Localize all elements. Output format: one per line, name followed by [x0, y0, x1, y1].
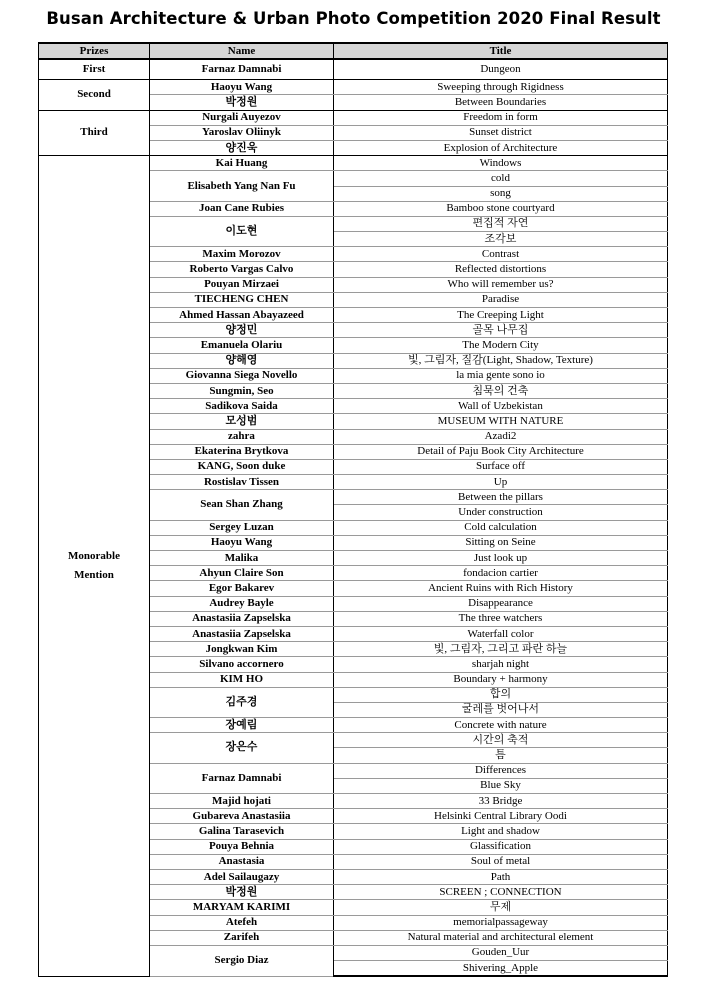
entrant-name: Haoyu Wang: [150, 535, 334, 550]
entrant-name: Atefeh: [150, 915, 334, 930]
work-title: fondacion cartier: [334, 566, 668, 581]
work-title: memorialpassageway: [334, 915, 668, 930]
work-title: Helsinki Central Library Oodi: [334, 809, 668, 824]
entrant-name: Emanuela Olariu: [150, 338, 334, 353]
work-title: Contrast: [334, 247, 668, 262]
entrant-name: Sergey Luzan: [150, 520, 334, 535]
work-title: The Modern City: [334, 338, 668, 353]
table-row: [39, 156, 668, 171]
work-title: 조각보: [334, 232, 668, 247]
work-title: 틈: [334, 748, 668, 763]
entrant-name: Gubareva Anastasiia: [150, 809, 334, 824]
entrant-name: Pouya Behnia: [150, 839, 334, 854]
entrant-name: Adel Sailaugazy: [150, 869, 334, 884]
entrant-name: Farnaz Damnabi: [150, 59, 334, 80]
work-title: cold: [334, 171, 668, 186]
work-title: 빛, 그림자, 질감(Light, Shadow, Texture): [334, 353, 668, 368]
work-title: Wall of Uzbekistan: [334, 399, 668, 414]
entrant-name: KIM HO: [150, 672, 334, 687]
work-title: Waterfall color: [334, 626, 668, 641]
entrant-name: 이도현: [150, 216, 334, 246]
work-title: 빛, 그림자, 그리고 파란 하늘: [334, 642, 668, 657]
prize-label: Mention: [74, 568, 114, 581]
work-title: Under construction: [334, 505, 668, 520]
entrant-name: Elisabeth Yang Nan Fu: [150, 171, 334, 201]
header-row: [39, 43, 668, 59]
work-title: Reflected distortions: [334, 262, 668, 277]
entrant-name: 박정원: [150, 885, 334, 900]
entrant-name: Majid hojati: [150, 794, 334, 809]
entrant-name: Roberto Vargas Calvo: [150, 262, 334, 277]
work-title: Sweeping through Rigidness: [334, 80, 668, 95]
entrant-name: Maxim Morozov: [150, 247, 334, 262]
work-title: 침묵의 건축: [334, 383, 668, 398]
work-title: Shivering_Apple: [334, 961, 668, 977]
work-title: Paradise: [334, 292, 668, 307]
work-title: Between Boundaries: [334, 95, 668, 110]
entrant-name: 양해영: [150, 353, 334, 368]
entrant-name: Anastasia: [150, 854, 334, 869]
entrant-name: Yaroslav Oliinyk: [150, 125, 334, 140]
work-title: Sitting on Seine: [334, 535, 668, 550]
entrant-name: Egor Bakarev: [150, 581, 334, 596]
entrant-name: Sean Shan Zhang: [150, 490, 334, 520]
entrant-name: Silvano accornero: [150, 657, 334, 672]
work-title: Path: [334, 869, 668, 884]
prize-label: Monorable: [68, 549, 120, 562]
column-header-name: Name: [150, 43, 334, 59]
work-title: 골목 나무집: [334, 323, 668, 338]
entrant-name: zahra: [150, 429, 334, 444]
entrant-name: 양정민: [150, 323, 334, 338]
entrant-name: Kai Huang: [150, 156, 334, 171]
entrant-name: Anastasiia Zapselska: [150, 626, 334, 641]
work-title: Azadi2: [334, 429, 668, 444]
entrant-name: Sungmin, Seo: [150, 383, 334, 398]
entrant-name: TIECHENG CHEN: [150, 292, 334, 307]
results-body: [39, 59, 668, 976]
entrant-name: Sergio Diaz: [150, 945, 334, 976]
prize-cell: [39, 59, 150, 80]
prize-cell: [39, 80, 150, 110]
work-title: sharjah night: [334, 657, 668, 672]
entrant-name: Giovanna Siega Novello: [150, 368, 334, 383]
entrant-name: Galina Tarasevich: [150, 824, 334, 839]
entrant-name: KANG, Soon duke: [150, 459, 334, 474]
work-title: Glassification: [334, 839, 668, 854]
work-title: Differences: [334, 763, 668, 778]
table-row: [39, 80, 668, 95]
work-title: Bamboo stone courtyard: [334, 201, 668, 216]
entrant-name: Ahyun Claire Son: [150, 566, 334, 581]
work-title: Between the pillars: [334, 490, 668, 505]
work-title: Surface off: [334, 459, 668, 474]
entrant-name: Ekaterina Brytkova: [150, 444, 334, 459]
entrant-name: Sadikova Saida: [150, 399, 334, 414]
entrant-name: 김주경: [150, 687, 334, 717]
page-title: Busan Architecture & Urban Photo Competition 2020 Final Result: [46, 9, 661, 28]
entrant-name: 장은수: [150, 733, 334, 763]
prize-label: Second: [77, 88, 111, 101]
work-title: 33 Bridge: [334, 794, 668, 809]
work-title: The Creeping Light: [334, 308, 668, 323]
prize-label: First: [82, 63, 106, 76]
work-title: Concrete with nature: [334, 718, 668, 733]
entrant-name: Audrey Bayle: [150, 596, 334, 611]
prize-cell: [39, 156, 150, 977]
entrant-name: Farnaz Damnabi: [150, 763, 334, 793]
work-title: The three watchers: [334, 611, 668, 626]
prize-label: Third: [80, 126, 108, 139]
entrant-name: MARYAM KARIMI: [150, 900, 334, 915]
entrant-name: Rostislav Tissen: [150, 475, 334, 490]
work-title: Detail of Paju Book City Architecture: [334, 444, 668, 459]
work-title: Ancient Ruins with Rich History: [334, 581, 668, 596]
entrant-name: Malika: [150, 551, 334, 566]
work-title: Light and shadow: [334, 824, 668, 839]
work-title: Up: [334, 475, 668, 490]
work-title: Dungeon: [334, 59, 668, 80]
entrant-name: Anastasiia Zapselska: [150, 611, 334, 626]
work-title: SCREEN ; CONNECTION: [334, 885, 668, 900]
work-title: song: [334, 186, 668, 201]
column-header-prizes: Prizes: [39, 43, 150, 59]
work-title: Windows: [334, 156, 668, 171]
work-title: Disappearance: [334, 596, 668, 611]
work-title: MUSEUM WITH NATURE: [334, 414, 668, 429]
column-header-title: Title: [334, 43, 668, 59]
entrant-name: Nurgali Auyezov: [150, 110, 334, 125]
work-title: Sunset district: [334, 125, 668, 140]
entrant-name: Jongkwan Kim: [150, 642, 334, 657]
work-title: Boundary + harmony: [334, 672, 668, 687]
work-title: Just look up: [334, 551, 668, 566]
table-row: [39, 110, 668, 125]
work-title: 합의: [334, 687, 668, 702]
work-title: Gouden_Uur: [334, 945, 668, 960]
entrant-name: Zarifeh: [150, 930, 334, 945]
work-title: 무제: [334, 900, 668, 915]
work-title: 편집적 자연: [334, 216, 668, 231]
entrant-name: 박정원: [150, 95, 334, 110]
work-title: Freedom in form: [334, 110, 668, 125]
work-title: Explosion of Architecture: [334, 140, 668, 155]
work-title: la mia gente sono io: [334, 368, 668, 383]
work-title: Cold calculation: [334, 520, 668, 535]
entrant-name: 모성범: [150, 414, 334, 429]
prize-cell: [39, 110, 150, 156]
entrant-name: Haoyu Wang: [150, 80, 334, 95]
table-row: [39, 59, 668, 80]
entrant-name: 장예림: [150, 718, 334, 733]
work-title: Natural material and architectural element: [334, 930, 668, 945]
entrant-name: Joan Cane Rubies: [150, 201, 334, 216]
work-title: 시간의 축적: [334, 733, 668, 748]
work-title: Blue Sky: [334, 778, 668, 793]
entrant-name: 양진욱: [150, 140, 334, 155]
work-title: Who will remember us?: [334, 277, 668, 292]
entrant-name: Pouyan Mirzaei: [150, 277, 334, 292]
results-table: [38, 42, 668, 977]
entrant-name: Ahmed Hassan Abayazeed: [150, 308, 334, 323]
work-title: 굴레를 벗어나서: [334, 702, 668, 717]
work-title: Soul of metal: [334, 854, 668, 869]
